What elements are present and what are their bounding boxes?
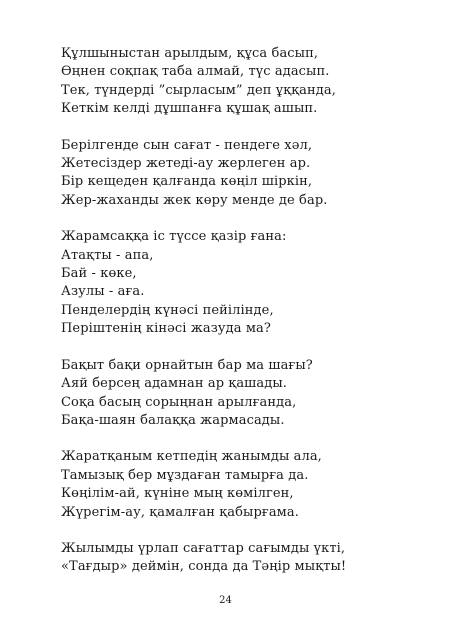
poem-line: Берілгенде сын сағат - пендеге хәл, <box>61 137 313 153</box>
poem-line: Бір кещеден қалғанда көңіл шіркін, <box>61 174 313 190</box>
poem-line: Пенделердің күнәсі пейілінде, <box>61 302 274 318</box>
poem-text <box>61 45 421 595</box>
poem-line: Тамызық бер мұздаған тамырға да. <box>61 467 309 483</box>
stanza-5 <box>61 448 421 522</box>
page-number: 24 <box>219 595 232 606</box>
poem-line: Бақа-шаян балаққа жармасады. <box>61 412 285 428</box>
poem-line: Көңілім-ай, күніне мың көмілген, <box>61 486 294 502</box>
poem-line: Жүрегім-ау, қамалған қабырғама. <box>61 504 299 520</box>
stanza-4 <box>61 357 421 431</box>
stanza-3 <box>61 228 421 338</box>
poem-line: Жылымды үрлап сағаттар сағымды үкті, <box>61 540 346 556</box>
poem-line: Жарамсаққа іс түссе қазір ғана: <box>61 229 287 245</box>
poem-line: Жер-жаханды жек көру менде де бар. <box>61 192 328 208</box>
poem-line: Соқа басың сорыңнан арылғанда, <box>61 394 297 410</box>
poem-line: Жаратқаным кетпедің жанымды ала, <box>61 449 322 465</box>
poem-line: Аяй берсең адамнан ар қашады. <box>61 376 288 392</box>
poem-line: Бақыт бақи орнайтын бар ма шағы? <box>61 357 313 373</box>
poem-line: Құлшыныстан арылдым, құса басып, <box>61 46 319 61</box>
poem-line: Жетесіздер жетеді-ау жерлеген ар. <box>61 156 311 172</box>
poem-line: Періштенің кінәсі жазуда ма? <box>61 321 271 337</box>
poem-line: Бай - көке, <box>61 266 137 282</box>
poem-line: Өңнен соқпақ таба алмай, түс адасып. <box>61 64 330 80</box>
poem-line: Кеткім келді дұшпанға құшақ ашып. <box>61 101 318 117</box>
poem-line: Азулы - аға. <box>61 284 145 300</box>
stanza-6 <box>61 540 421 577</box>
stanza-1 <box>61 45 421 119</box>
stanza-2 <box>61 137 421 211</box>
poem-line: Атақты - апа, <box>61 247 154 263</box>
poem-line: Тек, түндерді ”сырласым” деп ұққанда, <box>61 82 336 98</box>
poem-line: «Тағдыр» деймін, сонда да Тәңір мықты! <box>61 559 347 575</box>
